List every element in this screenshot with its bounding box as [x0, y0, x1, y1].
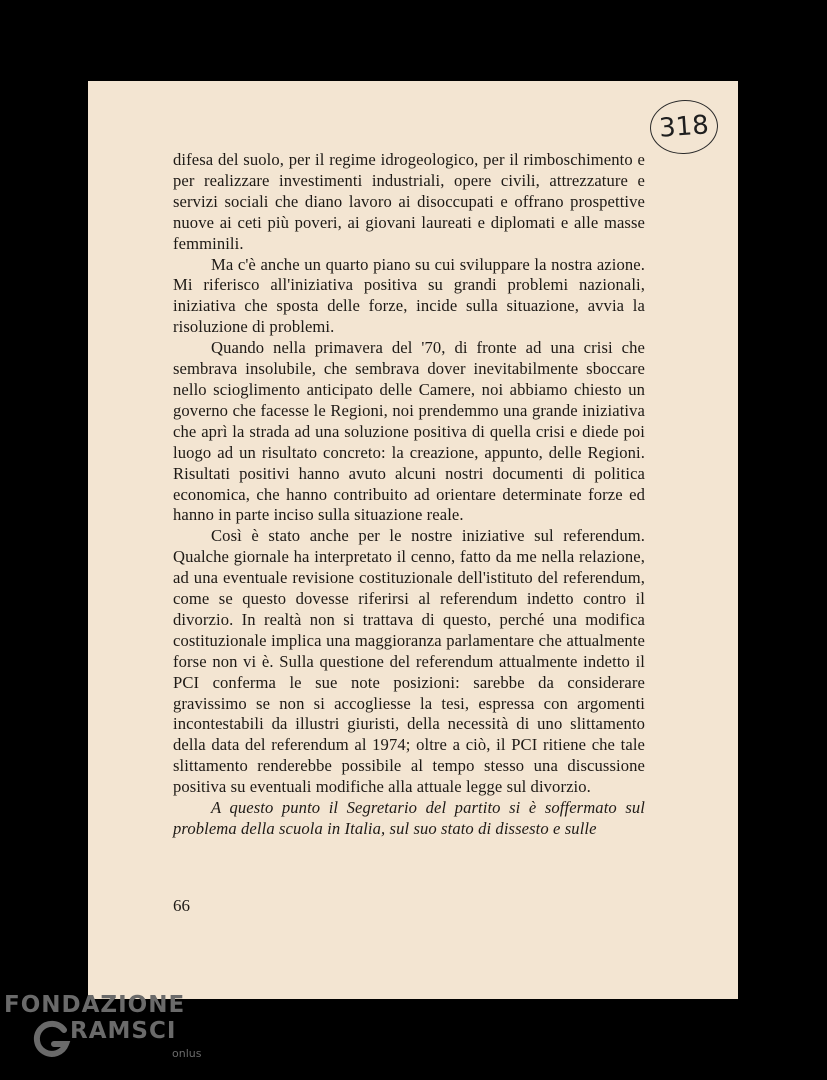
- logo-line1: FONDAZIONE: [4, 992, 186, 1018]
- body-text: [173, 150, 645, 840]
- paragraph-3: Quando nella primavera del '70, di fronte ad una crisi che sembrava insolubile, che sembrava dover inevitabilmente sboccare nello scioglimento anticipato delle Camere, noi abbiamo chiesto un governo che facesse le Regioni, noi prendemmo una grande iniziativa che aprì la strada ad una soluzione positiva di quella crisi e diede poi luogo ad un risultato concreto: la creazione, appunto, delle Regioni. Risultati positivi hanno avuto alcuni nostri documenti di politica economica, che hanno contribuito ad orientare determinate forze ed hanno in parte inciso sulla situazione reale.: [173, 338, 645, 525]
- paragraph-1: difesa del suolo, per il regime idrogeologico, per il rimboschimento e per realizzare investimenti industriali, opere civili, attrezzature e servizi sociali che diano lavoro ai disoccupati e offrano prospettive nuove ai ceti più poveri, ai giovani laureati e diplomati e alle masse femminili.: [173, 150, 645, 253]
- logo-line2: RAMSCI: [70, 1018, 177, 1044]
- paragraph-5-italic: A questo punto il Segretario del partito si è soffermato sul problema della scuola in Italia, sul suo stato di dissesto e sulle: [173, 798, 645, 838]
- fondazione-gramsci-logo: [4, 992, 214, 1072]
- logo-line3: onlus: [172, 1047, 202, 1060]
- paragraph-4: Così è stato anche per le nostre iniziative sul referendum. Qualche giornale ha interpretato il cenno, fatto da me nella relazione, ad una eventuale revisione costituzionale dell'istituto del referendum, come se questo dovesse riferirsi al referendum indetto contro il divorzio. In realtà non si trattava di questo, perché una modifica costituzionale implica una maggioranza parlamentare che attualmente forse non vi è. Sulla questione del referendum attualmente indetto il PCI conferma le sue note posizioni: sarebbe da considerare gravissimo se non si accogliesse la tesi, espressa con argomenti incontestabili da illustri giuristi, della necessità di uno slittamento della data del referendum al 1974; oltre a ciò, il PCI ritiene che tale slittamento renderebbe possibile al tempo stesso una discussione positiva su eventuali modifiche alla attuale legge sul divorzio.: [173, 526, 645, 797]
- logo-g-icon: [32, 1020, 72, 1060]
- page-number: 66: [173, 896, 190, 915]
- archive-number: 318: [658, 110, 710, 144]
- paragraph-2: Ma c'è anche un quarto piano su cui sviluppare la nostra azione. Mi riferisco all'iniziativa positiva su grandi problemi nazionali, iniziativa che sposta delle forze, incide sulla situazione, avvia la risoluzione di problemi.: [173, 254, 645, 337]
